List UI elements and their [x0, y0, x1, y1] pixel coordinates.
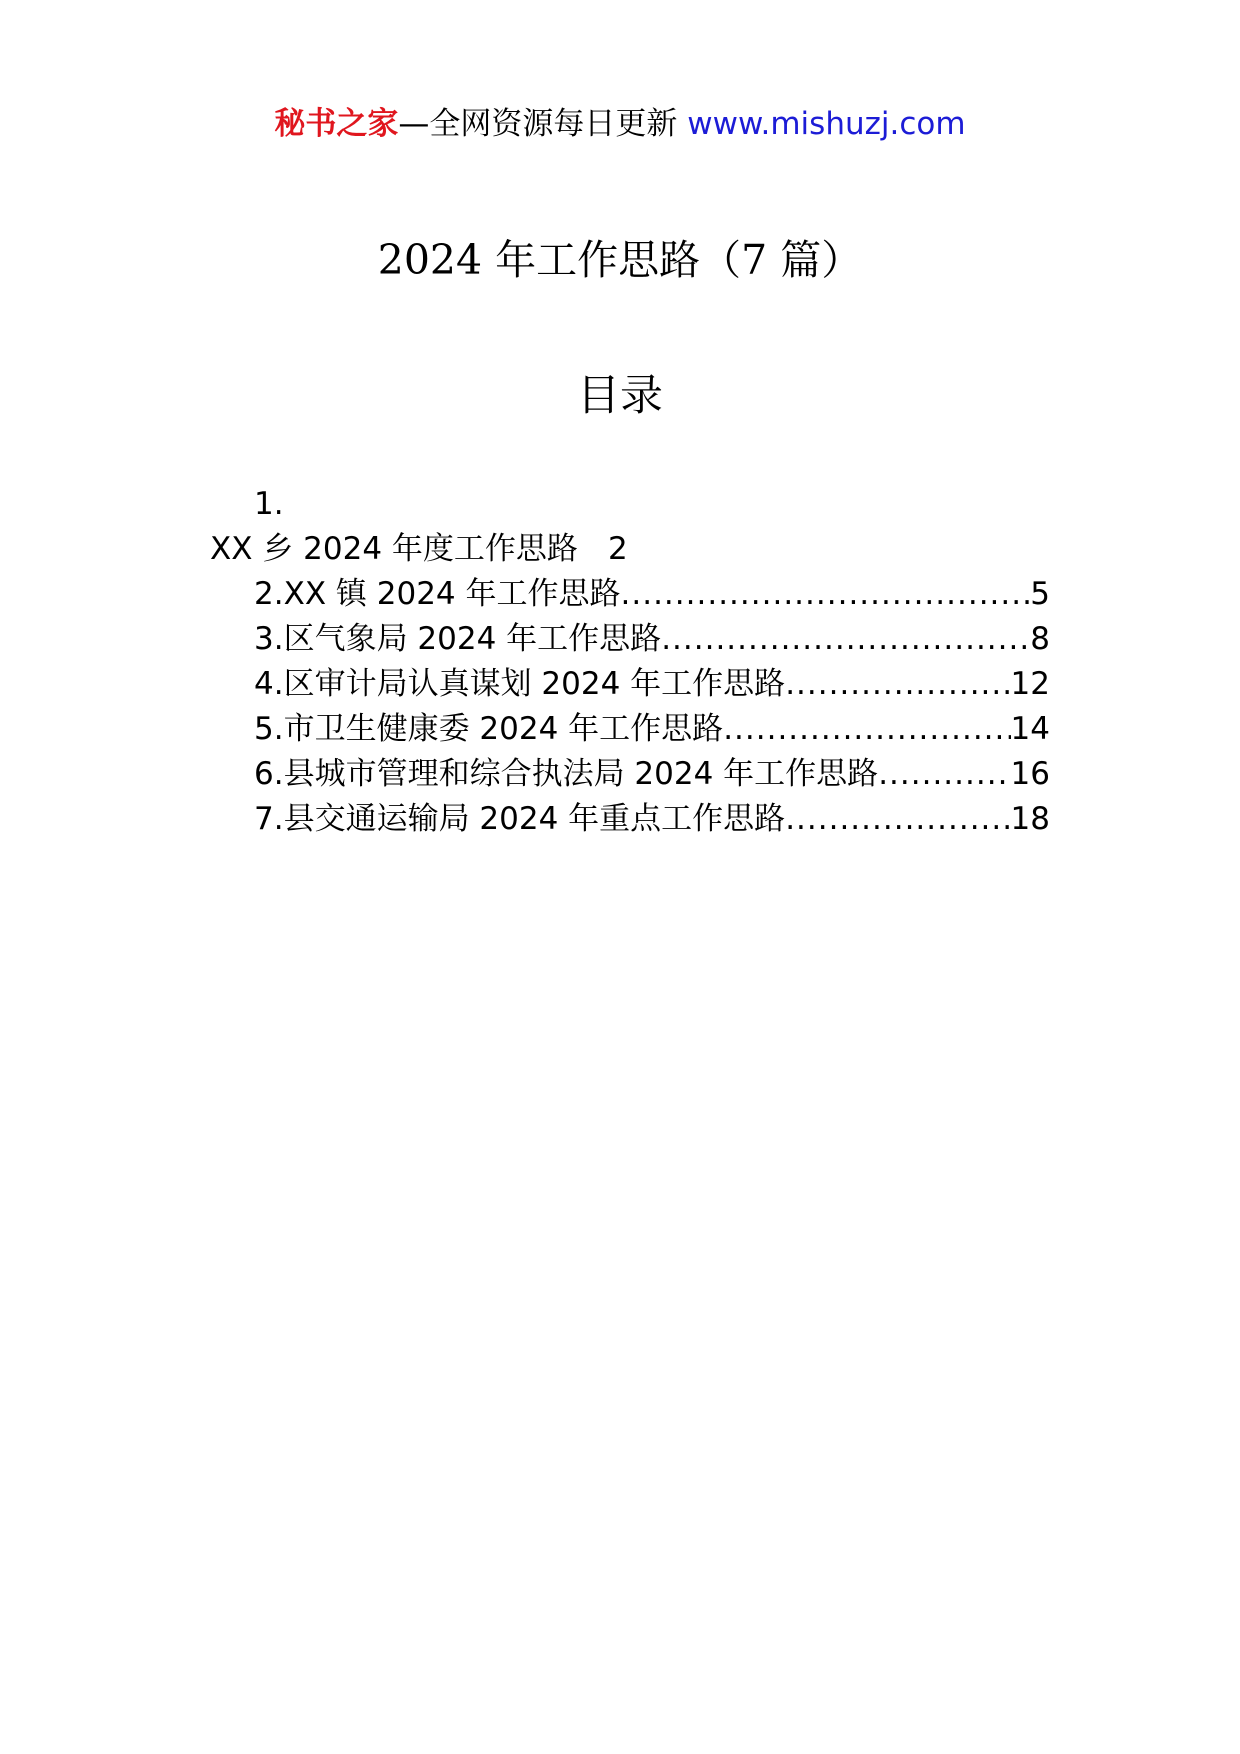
toc-leader-dots — [621, 572, 1031, 617]
toc-leader-dots — [785, 797, 1010, 842]
toc-entry-page: 5 — [1030, 576, 1050, 612]
site-url-link[interactable]: www.mishuzj.com — [687, 106, 966, 142]
toc-leader-dots — [878, 752, 1010, 797]
table-of-contents — [210, 482, 1050, 842]
toc-entry-7[interactable] — [210, 797, 1050, 842]
toc-entry-page: 8 — [1030, 621, 1050, 657]
toc-entry-page: 18 — [1010, 801, 1050, 837]
toc-entry-title: 4.区审计局认真谋划 2024 年工作思路 — [254, 666, 786, 702]
toc-entry-title: 6.县城市管理和综合执法局 2024 年工作思路 — [254, 756, 879, 792]
toc-entry-title: 2.XX 镇 2024 年工作思路 — [254, 576, 621, 612]
toc-entry-page: 16 — [1010, 756, 1050, 792]
site-header — [0, 100, 1240, 148]
toc-leader-dots — [661, 617, 1030, 662]
toc-leader-dots — [785, 662, 1010, 707]
toc-entry-1[interactable] — [210, 527, 1050, 572]
toc-entry-1-number[interactable]: 1. — [254, 486, 284, 522]
toc-entry-2[interactable] — [210, 572, 1050, 617]
toc-entry-3[interactable] — [210, 617, 1050, 662]
toc-leader-dots — [723, 707, 1010, 752]
toc-entry-page: 12 — [1010, 666, 1050, 702]
toc-entry-1-title: XX 乡 2024 年度工作思路 — [210, 531, 578, 567]
brand-name: 秘书之家 — [274, 106, 399, 142]
toc-entry-4[interactable] — [210, 662, 1050, 707]
toc-heading: 目录 — [577, 371, 663, 421]
toc-entry-title: 7.县交通运输局 2024 年重点工作思路 — [254, 801, 786, 837]
toc-entry-title: 5.市卫生健康委 2024 年工作思路 — [254, 711, 724, 747]
header-tagline: —全网资源每日更新 — [398, 106, 678, 142]
toc-entry-page: 14 — [1010, 711, 1050, 747]
document-title: 2024 年工作思路（7 篇） — [377, 236, 863, 284]
toc-entry-6[interactable] — [210, 752, 1050, 797]
toc-entry-1-page: 2 — [607, 531, 628, 567]
toc-entry-title: 3.区气象局 2024 年工作思路 — [254, 621, 662, 657]
toc-entry-5[interactable] — [210, 707, 1050, 752]
